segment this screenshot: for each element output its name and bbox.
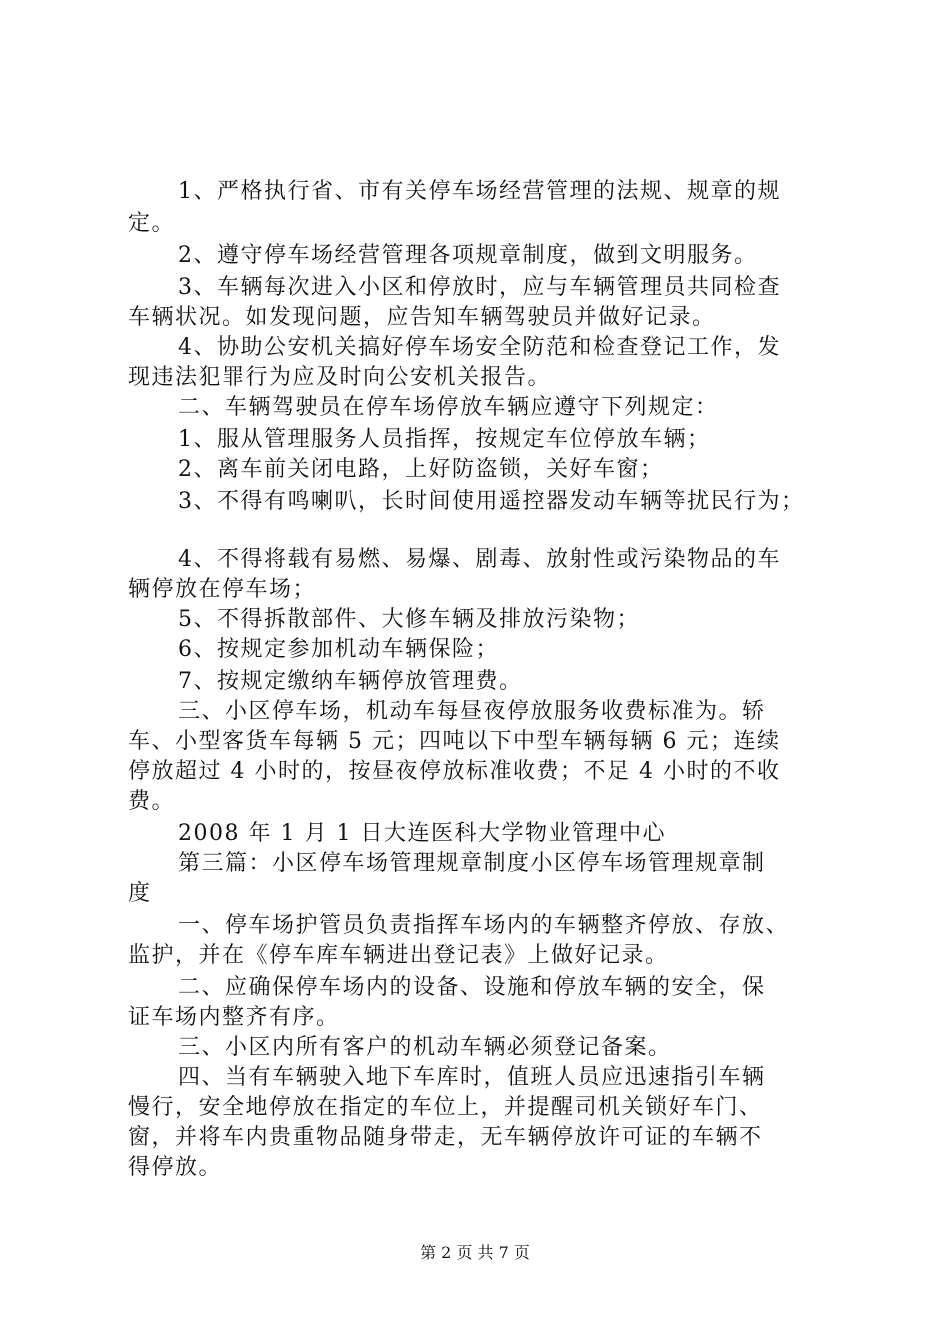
text-line-3: 2、遵守停车场经营管理各项规章制度，做到文明服务。 bbox=[178, 243, 758, 268]
text-line-14: 5、不得拆散部件、大修车辆及排放污染物； bbox=[178, 607, 640, 632]
text-line-15: 6、按规定参加机动车辆保险； bbox=[178, 637, 499, 662]
text-line-11: 3、不得有鸣喇叭，长时间使用遥控器发动车辆等扰民行为； bbox=[178, 489, 805, 514]
text-line-9: 1、服从管理服务人员指挥，按规定车位停放车辆； bbox=[178, 427, 711, 452]
text-line-13: 辆停放在停车场； bbox=[128, 577, 317, 602]
text-line-6: 4、协助公安机关搞好停车场安全防范和检查登记工作，发 bbox=[178, 335, 781, 360]
text-line-28: 三、小区内所有客户的机动车辆必须登记备案。 bbox=[178, 1035, 672, 1060]
text-line-7: 现违法犯罪行为应及时向公安机关报告。 bbox=[128, 365, 552, 390]
text-line-25: 监护，并在《停车库车辆进出登记表》上做好记录。 bbox=[128, 943, 669, 968]
text-line-32: 得停放。 bbox=[128, 1155, 223, 1180]
text-line-27: 证车场内整齐有序。 bbox=[128, 1005, 340, 1030]
text-line-29: 四、当有车辆驶入地下车库时，值班人员应迅速指引车辆 bbox=[178, 1065, 766, 1090]
text-line-21: 2008 年 1 月 1 日大连医科大学物业管理中心 bbox=[178, 821, 666, 846]
text-line-22: 第三篇：小区停车场管理规章制度小区停车场管理规章制 bbox=[178, 851, 766, 876]
text-line-31: 窗，并将车内贵重物品随身带走，无车辆停放许可证的车辆不 bbox=[128, 1125, 763, 1150]
text-line-30: 慢行，安全地停放在指定的车位上，并提醒司机关锁好车门、 bbox=[128, 1095, 763, 1120]
text-line-5: 车辆状况。如发现问题，应告知车辆驾驶员并做好记录。 bbox=[128, 305, 716, 330]
text-line-24: 一、停车场护管员负责指挥车场内的车辆整齐停放、存放、 bbox=[178, 913, 790, 938]
text-line-17: 三、小区停车场，机动车每昼夜停放服务收费标准为。轿 bbox=[178, 699, 766, 724]
text-line-23: 度 bbox=[128, 881, 152, 906]
text-line-20: 费。 bbox=[128, 789, 176, 814]
text-line-12: 4、不得将载有易燃、易爆、剧毒、放射性或污染物品的车 bbox=[178, 547, 781, 572]
text-line-2: 定。 bbox=[128, 211, 176, 236]
text-line-4: 3、车辆每次进入小区和停放时，应与车辆管理员共同检查 bbox=[178, 275, 781, 300]
text-line-19: 停放超过 4 小时的，按昼夜停放标准收费；不足 4 小时的不收 bbox=[128, 759, 781, 784]
text-line-10: 2、离车前关闭电路，上好防盗锁，关好车窗； bbox=[178, 457, 664, 482]
text-line-18: 车、小型客货车每辆 5 元；四吨以下中型车辆每辆 6 元；连续 bbox=[128, 729, 781, 754]
text-line-16: 7、按规定缴纳车辆停放管理费。 bbox=[178, 669, 523, 694]
text-line-8: 二、车辆驾驶员在停车场停放车辆应遵守下列规定： bbox=[178, 395, 719, 420]
text-line-1: 1、严格执行省、市有关停车场经营管理的法规、规章的规 bbox=[178, 179, 781, 204]
page-footer: 第 2 页 共 7 页 bbox=[420, 1243, 530, 1262]
text-line-26: 二、应确保停车场内的设备、设施和停放车辆的安全，保 bbox=[178, 975, 766, 1000]
